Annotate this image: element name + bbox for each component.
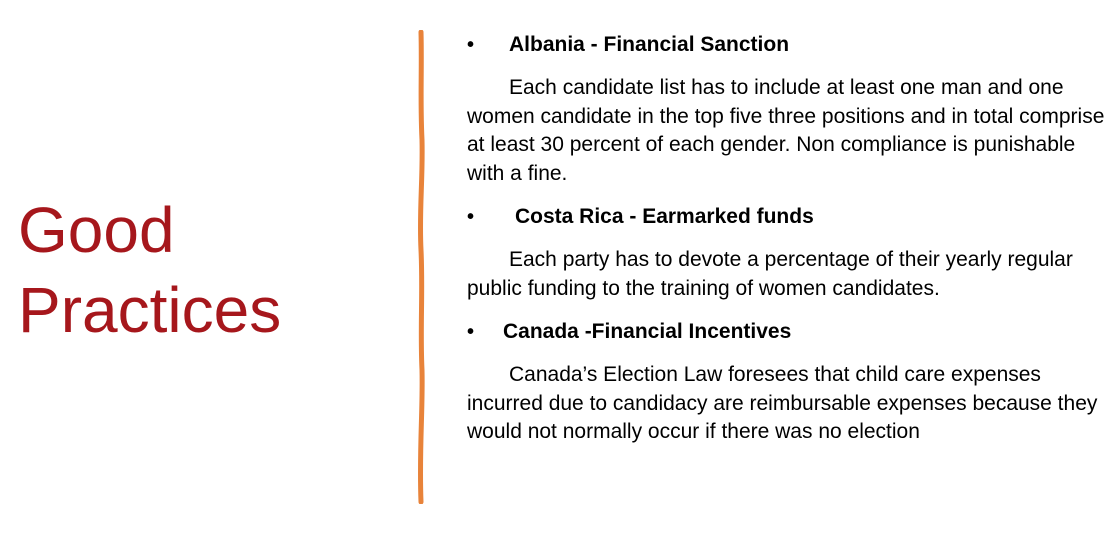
bullet-icon: •: [467, 321, 475, 343]
item-heading-text: Albania - Financial Sanction: [509, 33, 790, 56]
list-item: [467, 202, 1107, 303]
content-list: [467, 30, 1107, 461]
list-item: [467, 317, 1107, 447]
item-body: Canada’s Election Law foresees that child care expenses incurred due to candidacy are reimbursable expenses because they would not normally occur if there was no election: [467, 363, 1098, 443]
bullet-icon: •: [467, 206, 475, 228]
bullet-icon: •: [467, 34, 475, 56]
title-line-2: Practices: [18, 274, 282, 346]
vertical-divider: [410, 30, 434, 504]
item-heading: [467, 30, 1107, 60]
item-heading-text: Canada -Financial Incentives: [503, 320, 792, 343]
title-line-1: Good: [18, 194, 175, 266]
item-body: Each party has to devote a percentage of their yearly regular public funding to the training of women candidates.: [467, 248, 1073, 300]
item-body: Each candidate list has to include at least one man and one women candidate in the top five three positions and in total comprise at least 30 percent of each gender. Non compliance is punishable with a fine.: [467, 76, 1105, 185]
list-item: [467, 30, 1107, 188]
item-heading-text: Costa Rica - Earmarked funds: [515, 205, 814, 228]
slide-title: [18, 190, 378, 350]
item-heading: [467, 202, 1107, 232]
item-heading: [467, 317, 1107, 347]
